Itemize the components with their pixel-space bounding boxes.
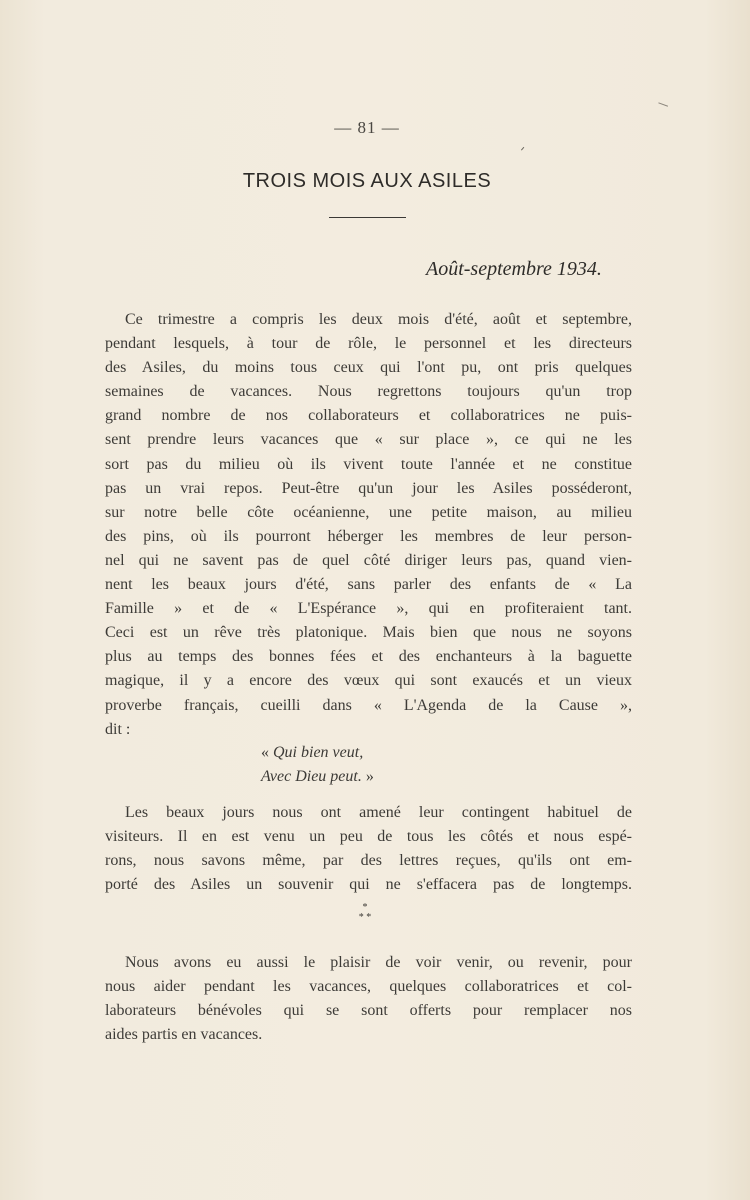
open-quote-mark: « <box>261 744 273 761</box>
quote-text: Avec Dieu peut. <box>261 768 362 785</box>
text-line: plus au temps des bonnes fées et des enchanteurs à la baguette <box>105 648 632 666</box>
quote-line-2 <box>261 765 374 789</box>
paragraph-2 <box>105 801 632 897</box>
text-line: proverbe français, cueilli dans « L'Agenda de la Cause », <box>105 696 632 714</box>
text-line: Nous avons eu aussi le plaisir de voir venir, ou revenir, pour <box>125 954 632 971</box>
text-line: des Asiles, du moins tous ceux qui l'ont pu, ont pris quelques <box>105 359 632 377</box>
title-divider <box>329 217 406 218</box>
text-line: semaines de vacances. Nous regrettons toujours qu'un trop <box>105 383 632 401</box>
text-line: nent les beaux jours d'été, sans parler des enfants de « La <box>105 576 632 594</box>
text-line: visiteurs. Il en est venu un peu de tous les côtés et nous espé- <box>105 828 632 846</box>
paragraph-3 <box>105 951 632 1047</box>
close-quote-mark: » <box>361 768 374 785</box>
paper-speck <box>521 147 525 151</box>
text-line: Ceci est un rêve très platonique. Mais bien que nous ne soyons <box>105 624 632 642</box>
text-line: des pins, où ils pourront héberger les membres de leur person- <box>105 527 632 545</box>
page-title: TROIS MOIS AUX ASILES <box>242 170 492 192</box>
text-line: pas un vrai repos. Peut-être qu'un jour les Asiles posséderont, <box>105 479 632 497</box>
text-line: dit : <box>105 720 131 738</box>
text-line: aides partis en vacances. <box>105 1026 263 1044</box>
text-line: Ce trimestre a compris les deux mois d'été, août et septembre, <box>125 311 632 328</box>
text-line: magique, il y a encore des vœux qui sont exaucés et un vieux <box>105 672 632 690</box>
quote-line-1 <box>261 741 374 765</box>
text-line: grand nombre de nos collaborateurs et collaboratrices ne puis- <box>105 407 632 425</box>
paragraph-1 <box>105 308 632 742</box>
section-asterism <box>353 903 377 925</box>
text-line: sent prendre leurs vacances que « sur place », ce qui ne les <box>105 431 632 449</box>
page-number: — 81 — <box>334 118 400 137</box>
text-line: nous aider pendant les vacances, quelques collaboratrices et col- <box>105 978 632 996</box>
proverb-quote <box>261 741 374 789</box>
text-line: Les beaux jours nous ont amené leur contingent habituel de <box>125 804 632 821</box>
text-line: rons, nous savons même, par des lettres reçues, qu'ils ont em- <box>105 852 632 870</box>
text-line: sort pas du milieu où ils vivent toute l'année et ne constitue <box>105 455 632 473</box>
quote-text: Qui bien veut, <box>273 744 364 761</box>
text-line: Famille » et de « L'Espérance », qui en profiteraient tant. <box>105 600 632 618</box>
text-line: nel qui ne savent pas de quel côté diriger leurs pas, quand vien- <box>105 551 632 569</box>
text-line: porté des Asiles un souvenir qui ne s'effacera pas de longtemps. <box>105 876 632 894</box>
paper-speck <box>658 102 668 107</box>
text-line: pendant lesquels, à tour de rôle, le personnel et les directeurs <box>105 335 632 353</box>
text-line: laborateurs bénévoles qui se sont offerts pour remplacer nos <box>105 1002 632 1020</box>
date-line: Août-septembre 1934. <box>426 258 602 280</box>
asterism-top: * <box>362 902 368 913</box>
asterism-bottom: * * <box>358 912 372 923</box>
text-line: sur notre belle côte océanienne, une petite maison, au milieu <box>105 503 632 521</box>
